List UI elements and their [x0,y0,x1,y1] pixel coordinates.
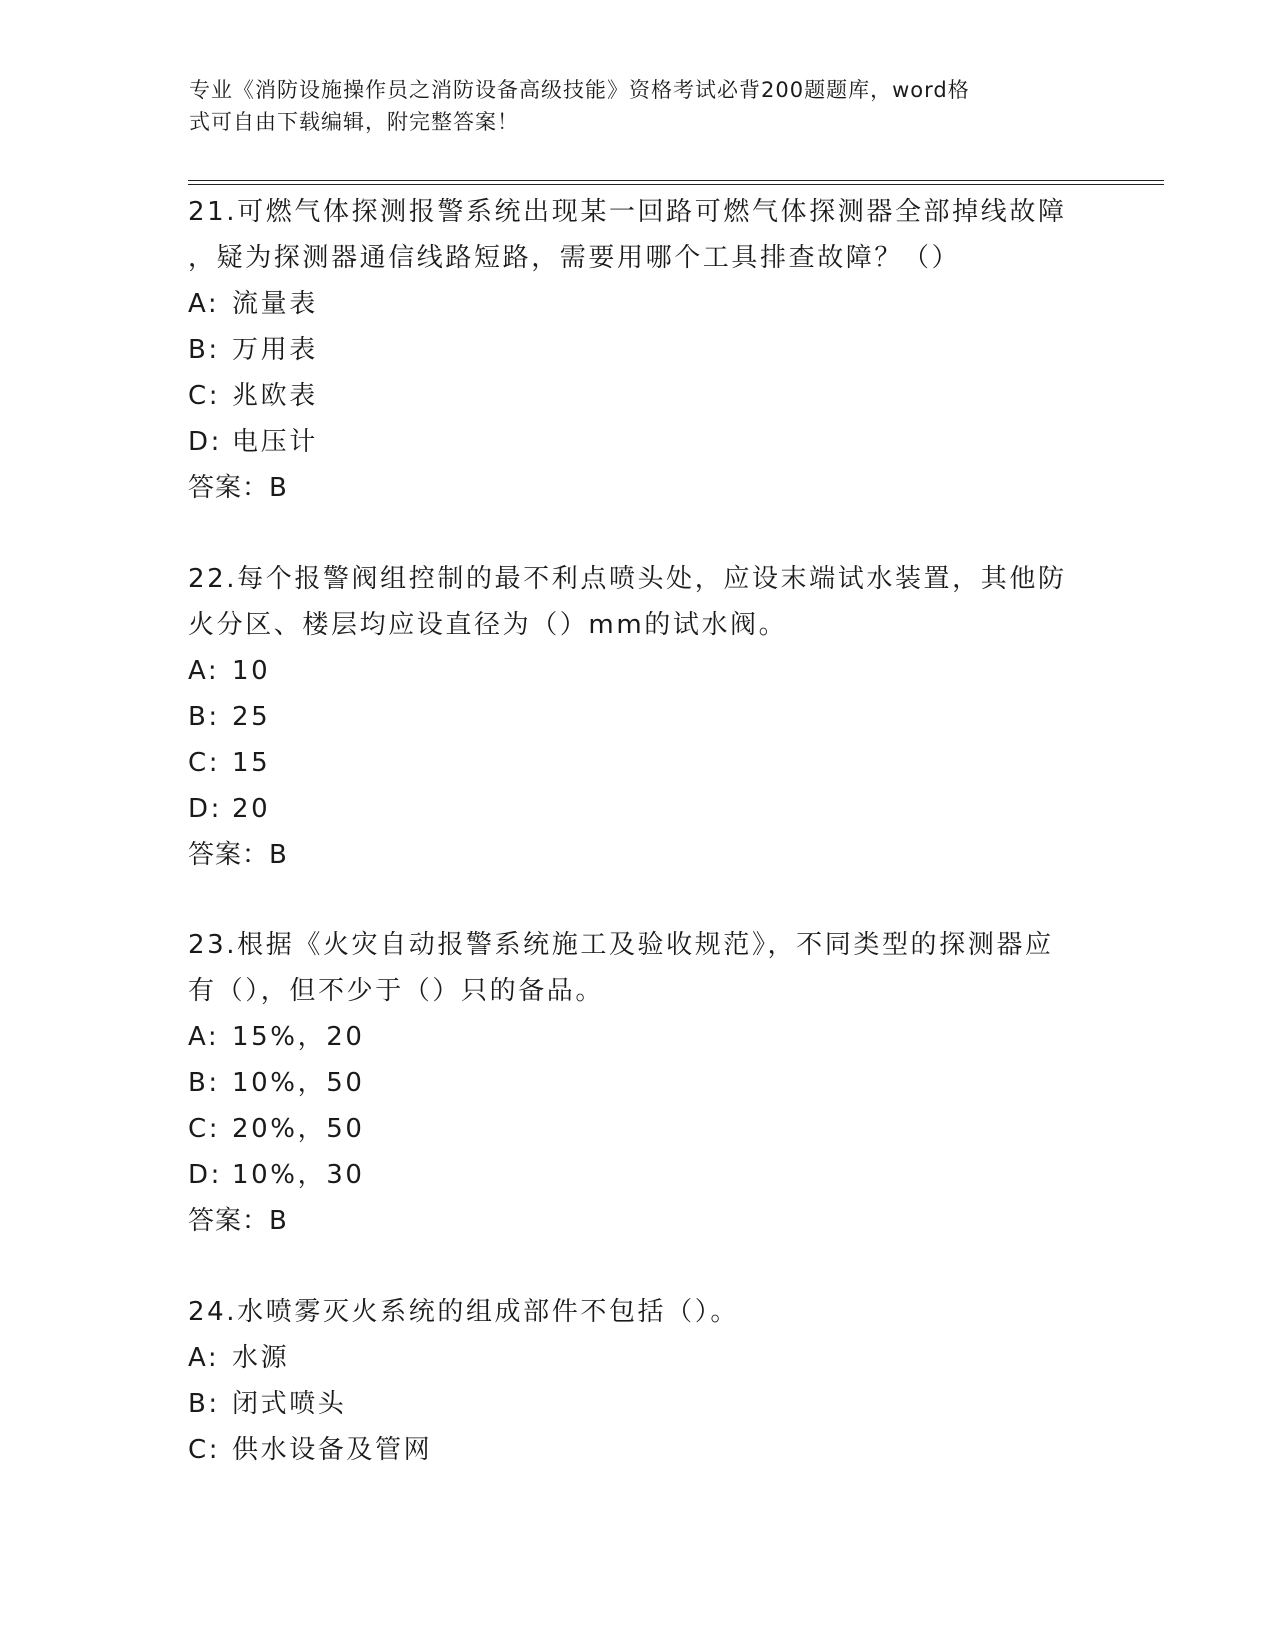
question-stem-line-2: 火分区、楼层均应设直径为（）mm的试水阀。 [188,610,788,640]
option-label: C: [188,381,221,411]
question-stem-line-2: 有（），但不少于（）只的备品。 [188,976,605,1006]
option-text: 25 [232,702,271,732]
question-stem-line-1: 24.水喷雾灭火系统的组成部件不包括（）。 [188,1297,739,1327]
option-text: 流量表 [232,289,318,319]
header-divider-top [188,180,1164,181]
option-label: C: [188,748,221,778]
option-text: 20 [232,794,271,824]
question-22 [188,556,1088,878]
option-text: 10%，30 [232,1160,365,1190]
option-b [188,1060,1088,1106]
option-label: A: [188,289,220,319]
option-c [188,740,1088,786]
option-a [188,281,1088,327]
option-label: B: [188,1068,220,1098]
option-a [188,1014,1088,1060]
option-text: 20%，50 [232,1114,365,1144]
option-label: A: [188,656,220,686]
option-label: D: [188,427,222,457]
option-text: 15 [232,748,271,778]
question-stem-line-2: ，疑为探测器通信线路短路，需要用哪个工具排查故障？（） [188,243,961,273]
option-d [188,1152,1088,1198]
header-line-1: 专业《消防设施操作员之消防设备高级技能》资格考试必背200题题库，word格 [189,78,970,102]
option-a [188,1335,1088,1381]
option-label: B: [188,335,220,365]
option-text: 15%，20 [232,1022,365,1052]
option-label: C: [188,1114,221,1144]
option-text: 万用表 [232,335,318,365]
option-text: 水源 [232,1343,290,1373]
option-label: A: [188,1343,220,1373]
option-c [188,373,1088,419]
header-line-2: 式可自由下载编辑，附完整答案！ [189,110,519,134]
question-stem-line-1: 23.根据《火灾自动报警系统施工及验收规范》，不同类型的探测器应 [188,930,1054,960]
document-header [189,74,1089,138]
answer: 答案：B [188,473,288,503]
option-text: 电压计 [232,427,318,457]
option-text: 10%，50 [232,1068,365,1098]
option-b [188,694,1088,740]
option-label: A: [188,1022,220,1052]
option-label: D: [188,794,222,824]
option-d [188,419,1088,465]
header-divider-bottom [188,184,1164,185]
question-23 [188,922,1088,1244]
option-c [188,1427,1088,1473]
question-24 [188,1289,1088,1473]
question-21 [188,189,1088,511]
option-b [188,327,1088,373]
option-a [188,648,1088,694]
option-text: 10 [232,656,271,686]
answer: 答案：B [188,1206,288,1236]
option-d [188,786,1088,832]
answer: 答案：B [188,840,288,870]
option-label: C: [188,1435,221,1465]
option-b [188,1381,1088,1427]
option-label: D: [188,1160,222,1190]
option-text: 闭式喷头 [232,1389,347,1419]
option-label: B: [188,1389,220,1419]
option-text: 供水设备及管网 [232,1435,433,1465]
option-c [188,1106,1088,1152]
question-stem-line-1: 22.每个报警阀组控制的最不利点喷头处，应设末端试水装置，其他防 [188,564,1067,594]
option-label: B: [188,702,220,732]
question-stem-line-1: 21.可燃气体探测报警系统出现某一回路可燃气体探测器全部掉线故障 [188,197,1067,227]
option-text: 兆欧表 [232,381,318,411]
